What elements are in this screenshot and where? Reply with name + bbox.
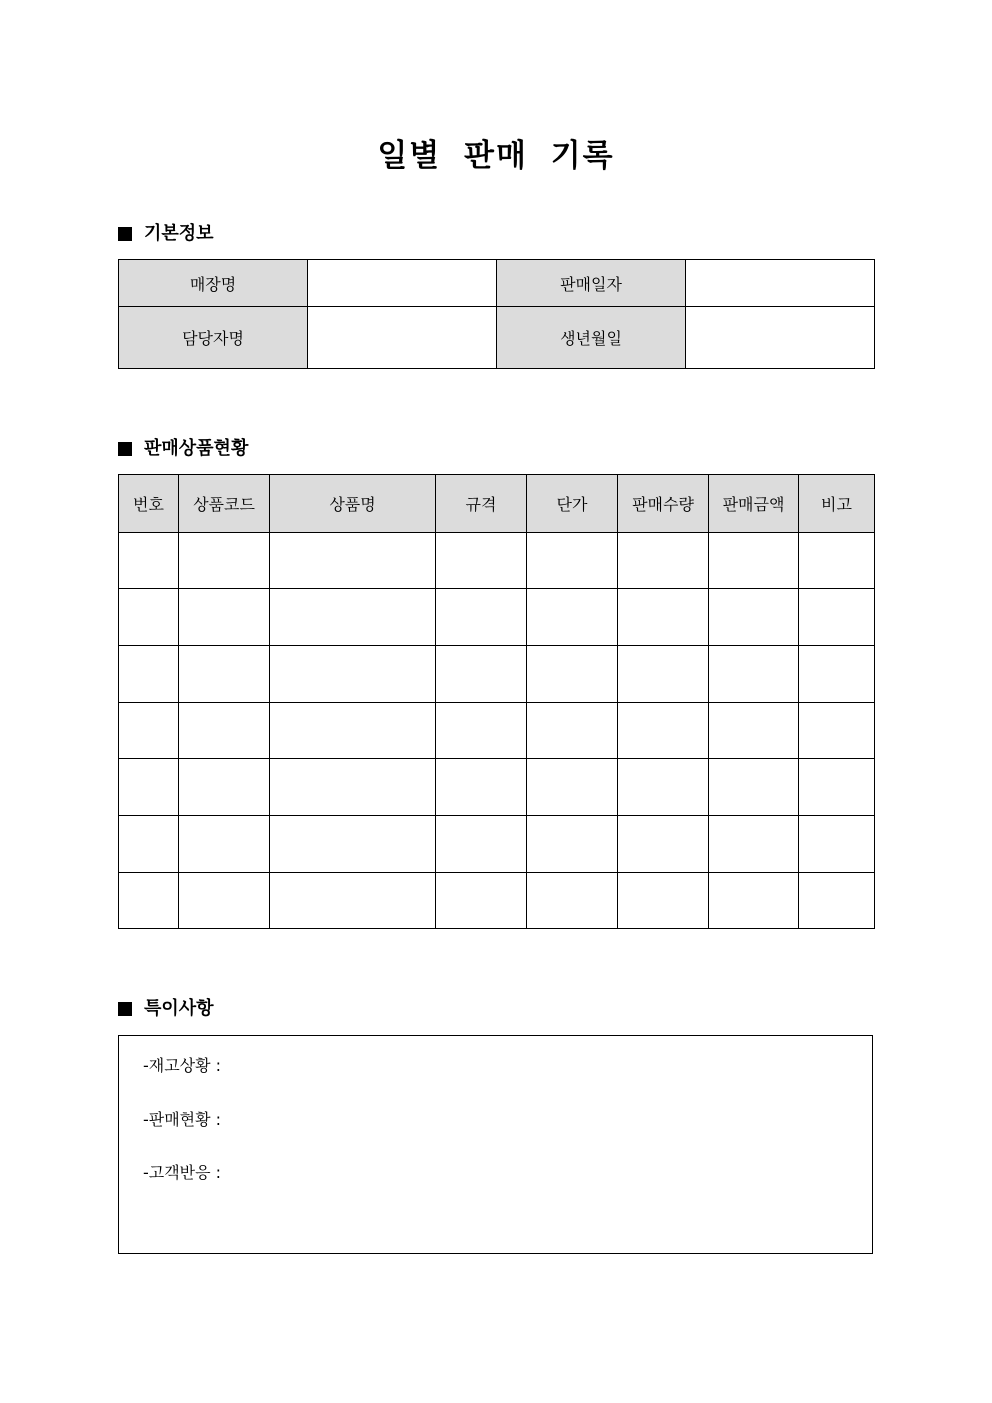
square-bullet-icon <box>118 442 132 456</box>
table-cell[interactable] <box>179 873 270 929</box>
note-customer-reaction: -고객반응 : <box>143 1163 222 1182</box>
table-row <box>119 759 875 816</box>
table-cell[interactable] <box>709 646 799 703</box>
table-cell[interactable] <box>618 759 709 816</box>
table-cell[interactable] <box>179 589 270 646</box>
column-header-quantity: 판매수량 <box>618 475 709 533</box>
table-cell[interactable] <box>618 589 709 646</box>
column-header-remarks: 비고 <box>799 475 875 533</box>
table-cell[interactable] <box>436 703 527 759</box>
table-cell[interactable] <box>799 759 875 816</box>
table-row <box>119 873 875 929</box>
table-cell[interactable] <box>527 873 618 929</box>
table-cell[interactable] <box>179 816 270 873</box>
table-cell[interactable] <box>179 646 270 703</box>
table-row <box>119 589 875 646</box>
table-cell[interactable] <box>799 703 875 759</box>
table-cell[interactable] <box>709 589 799 646</box>
table-cell[interactable] <box>179 759 270 816</box>
table-row <box>119 533 875 589</box>
column-header-spec: 규격 <box>436 475 527 533</box>
table-cell[interactable] <box>119 759 179 816</box>
manager-name-label: 담당자명 <box>119 307 308 369</box>
column-header-amount: 판매금액 <box>709 475 799 533</box>
table-cell[interactable] <box>527 703 618 759</box>
table-cell[interactable] <box>119 533 179 589</box>
section-heading-products <box>118 437 248 461</box>
sale-date-label: 판매일자 <box>497 260 686 307</box>
basic-info-table <box>118 259 875 369</box>
table-row <box>119 260 875 307</box>
table-cell[interactable] <box>270 589 436 646</box>
sale-date-field[interactable] <box>686 260 875 307</box>
section-heading-notes <box>118 997 214 1021</box>
table-cell[interactable] <box>179 703 270 759</box>
square-bullet-icon <box>118 1002 132 1016</box>
section-heading-label: 특이사항 <box>144 998 214 1019</box>
table-cell[interactable] <box>436 873 527 929</box>
table-cell[interactable] <box>436 646 527 703</box>
square-bullet-icon <box>118 227 132 241</box>
section-heading-label: 기본정보 <box>144 223 214 244</box>
table-cell[interactable] <box>119 589 179 646</box>
table-cell[interactable] <box>618 646 709 703</box>
table-cell[interactable] <box>618 816 709 873</box>
page-title: 일별 판매 기록 <box>377 138 615 174</box>
birth-date-field[interactable] <box>686 307 875 369</box>
table-cell[interactable] <box>119 703 179 759</box>
table-cell[interactable] <box>527 646 618 703</box>
column-header-number: 번호 <box>119 475 179 533</box>
table-cell[interactable] <box>270 703 436 759</box>
table-cell[interactable] <box>618 873 709 929</box>
table-cell[interactable] <box>270 759 436 816</box>
table-cell[interactable] <box>527 816 618 873</box>
table-row <box>119 307 875 369</box>
table-cell[interactable] <box>709 703 799 759</box>
column-header-product-code: 상품코드 <box>179 475 270 533</box>
table-row <box>119 816 875 873</box>
products-table <box>118 474 875 929</box>
table-cell[interactable] <box>709 533 799 589</box>
notes-box[interactable] <box>118 1035 873 1254</box>
table-cell[interactable] <box>799 589 875 646</box>
table-row <box>119 703 875 759</box>
section-heading-label: 판매상품현황 <box>144 438 249 459</box>
table-cell[interactable] <box>527 533 618 589</box>
table-cell[interactable] <box>527 759 618 816</box>
table-row <box>119 646 875 703</box>
table-cell[interactable] <box>618 703 709 759</box>
table-cell[interactable] <box>179 533 270 589</box>
section-heading-basic-info <box>118 222 214 246</box>
table-cell[interactable] <box>270 646 436 703</box>
table-cell[interactable] <box>527 589 618 646</box>
note-sales: -판매현황 : <box>143 1110 222 1129</box>
birth-date-label: 생년월일 <box>497 307 686 369</box>
table-cell[interactable] <box>436 759 527 816</box>
table-cell[interactable] <box>270 533 436 589</box>
manager-name-field[interactable] <box>308 307 497 369</box>
note-inventory: -재고상황 : <box>143 1056 222 1075</box>
table-cell[interactable] <box>799 873 875 929</box>
store-name-label: 매장명 <box>119 260 308 307</box>
table-cell[interactable] <box>119 646 179 703</box>
table-cell[interactable] <box>270 816 436 873</box>
table-cell[interactable] <box>799 533 875 589</box>
table-cell[interactable] <box>270 873 436 929</box>
table-cell[interactable] <box>436 816 527 873</box>
table-cell[interactable] <box>709 816 799 873</box>
table-cell[interactable] <box>709 759 799 816</box>
table-cell[interactable] <box>618 533 709 589</box>
table-cell[interactable] <box>119 873 179 929</box>
table-cell[interactable] <box>709 873 799 929</box>
table-cell[interactable] <box>436 533 527 589</box>
table-cell[interactable] <box>799 646 875 703</box>
column-header-unit-price: 단가 <box>527 475 618 533</box>
table-cell[interactable] <box>799 816 875 873</box>
table-header-row <box>119 475 875 533</box>
table-cell[interactable] <box>119 816 179 873</box>
column-header-product-name: 상품명 <box>270 475 436 533</box>
store-name-field[interactable] <box>308 260 497 307</box>
table-cell[interactable] <box>436 589 527 646</box>
